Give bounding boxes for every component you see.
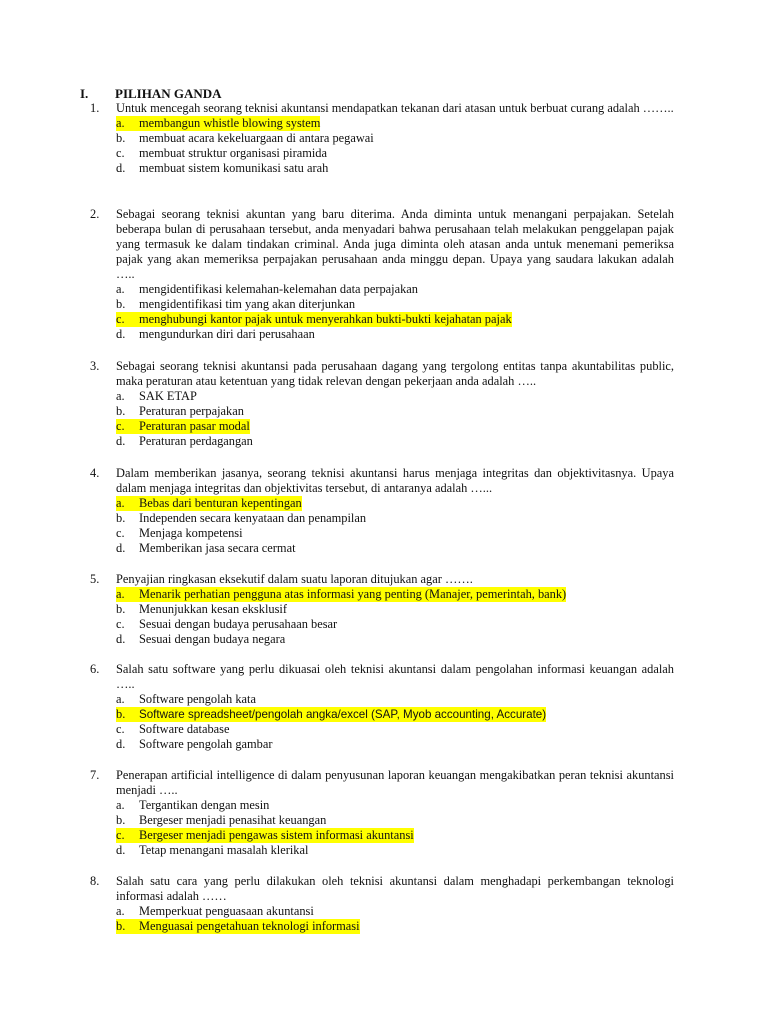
option-c[interactable] bbox=[90, 526, 674, 541]
answer-options bbox=[90, 116, 674, 176]
option-letter: d. bbox=[116, 632, 126, 646]
option-letter: a. bbox=[116, 282, 125, 296]
option-text: mengidentifikasi kelemahan-kelemahan data perpajakan bbox=[139, 282, 419, 296]
option-letter: b. bbox=[116, 404, 126, 418]
option-text: Software pengolah kata bbox=[139, 692, 256, 706]
option-text: Tergantikan dengan mesin bbox=[139, 798, 270, 812]
option-letter: d. bbox=[116, 541, 126, 555]
option-a[interactable] bbox=[90, 692, 674, 707]
option-letter: c. bbox=[116, 722, 125, 736]
option-text: SAK ETAP bbox=[139, 389, 197, 403]
option-text: menghubungi kantor pajak untuk menyerahkan bukti-bukti kejahatan pajak bbox=[139, 312, 512, 326]
question-3 bbox=[90, 359, 674, 449]
option-b[interactable] bbox=[90, 602, 674, 617]
section-heading bbox=[80, 86, 222, 101]
highlighted-answer bbox=[116, 828, 414, 843]
question-number: 6. bbox=[90, 662, 100, 676]
option-text: Memperkuat penguasaan akuntansi bbox=[139, 904, 314, 918]
option-letter: a. bbox=[116, 798, 125, 812]
highlighted-answer bbox=[116, 707, 546, 722]
option-c[interactable] bbox=[90, 828, 674, 843]
option-letter: c. bbox=[116, 617, 125, 631]
option-c[interactable] bbox=[90, 722, 674, 737]
option-a[interactable] bbox=[90, 282, 674, 297]
option-text: Bergeser menjadi penasihat keuangan bbox=[139, 813, 327, 827]
question-8 bbox=[90, 874, 674, 934]
question-number: 7. bbox=[90, 768, 100, 782]
option-letter: a. bbox=[116, 389, 125, 403]
option-letter: c. bbox=[116, 828, 125, 842]
option-text: Bebas dari benturan kepentingan bbox=[139, 496, 302, 510]
question-text: Salah satu software yang perlu dikuasai oleh teknisi akuntansi dalam pengolahan informasi keuangan adalah ….. bbox=[116, 662, 674, 691]
option-letter: b. bbox=[116, 131, 126, 145]
question-text: Dalam memberikan jasanya, seorang teknisi akuntansi harus menjaga integritas dan objektivitasnya. Upaya dalam menjaga integritas dan objektivitas tersebut, di antaranya adalah …... bbox=[116, 466, 674, 495]
option-letter: a. bbox=[116, 904, 125, 918]
option-b[interactable] bbox=[90, 511, 674, 526]
highlighted-answer bbox=[116, 919, 360, 934]
highlighted-answer bbox=[116, 116, 320, 131]
option-b[interactable] bbox=[90, 297, 674, 312]
question-7 bbox=[90, 768, 674, 858]
question-text: Penerapan artificial intelligence di dalam penyusunan laporan keuangan mengakibatkan peran teknisi akuntansi menjadi ….. bbox=[116, 768, 674, 797]
option-c[interactable] bbox=[90, 146, 674, 161]
answer-options bbox=[90, 282, 674, 342]
option-d[interactable] bbox=[90, 843, 674, 858]
option-text: Menjaga kompetensi bbox=[139, 526, 243, 540]
option-b[interactable] bbox=[90, 404, 674, 419]
option-b[interactable] bbox=[90, 707, 674, 722]
question-4 bbox=[90, 466, 674, 556]
highlighted-answer bbox=[116, 312, 512, 327]
option-letter: a. bbox=[116, 116, 125, 130]
option-text: Tetap menangani masalah klerikal bbox=[139, 843, 309, 857]
option-text: Menarik perhatian pengguna atas informasi yang penting (Manajer, pemerintah, bank) bbox=[139, 587, 567, 601]
answer-options bbox=[90, 904, 674, 934]
question-number: 2. bbox=[90, 207, 100, 221]
option-text: Peraturan pasar modal bbox=[139, 419, 250, 433]
option-letter: d. bbox=[116, 161, 126, 175]
option-d[interactable] bbox=[90, 434, 674, 449]
option-text: Memberikan jasa secara cermat bbox=[139, 541, 296, 555]
option-c[interactable] bbox=[90, 312, 674, 327]
option-letter: d. bbox=[116, 327, 126, 341]
option-letter: c. bbox=[116, 146, 125, 160]
answer-options bbox=[90, 587, 674, 647]
question-number: 5. bbox=[90, 572, 100, 586]
option-text: membuat struktur organisasi piramida bbox=[139, 146, 328, 160]
option-text: Bergeser menjadi pengawas sistem informasi akuntansi bbox=[139, 828, 414, 842]
option-text: membangun whistle blowing system bbox=[139, 116, 321, 130]
option-text: Sesuai dengan budaya negara bbox=[139, 632, 286, 646]
option-text: Menunjukkan kesan eksklusif bbox=[139, 602, 287, 616]
option-b[interactable] bbox=[90, 919, 674, 934]
question-number: 1. bbox=[90, 101, 100, 115]
highlighted-answer bbox=[116, 496, 302, 511]
option-text: Software pengolah gambar bbox=[139, 737, 273, 751]
option-d[interactable] bbox=[90, 737, 674, 752]
option-letter: b. bbox=[116, 602, 126, 616]
answer-options bbox=[90, 798, 674, 858]
question-number: 8. bbox=[90, 874, 100, 888]
question-2 bbox=[90, 207, 674, 342]
option-a[interactable] bbox=[90, 389, 674, 404]
question-1 bbox=[90, 101, 674, 176]
option-letter: c. bbox=[116, 312, 125, 326]
option-text: mengundurkan diri dari perusahaan bbox=[139, 327, 315, 341]
question-6 bbox=[90, 662, 674, 752]
question-text: Sebagai seorang teknisi akuntan yang baru diterima. Anda diminta untuk menangani perpajakan. Setelah beberapa bulan di perusahaan tersebut, anda menyadari bahwa perusahaan telah melakukan penggelapan pajak yang termasuk ke dalam tindakan criminal. Anda juga diminta oleh atasan anda untuk menemani pemeriksa pajak yang akan memeriksa perpajakan perusahaan anda minggu depan. Upaya yang saudara lakukan adalah ….. bbox=[116, 207, 674, 281]
option-letter: b. bbox=[116, 707, 126, 721]
option-text: membuat acara kekeluargaan di antara pegawai bbox=[139, 131, 374, 145]
option-letter: c. bbox=[116, 419, 125, 433]
option-text: Peraturan perpajakan bbox=[139, 404, 244, 418]
option-d[interactable] bbox=[90, 327, 674, 342]
option-letter: d. bbox=[116, 843, 126, 857]
option-a[interactable] bbox=[90, 116, 674, 131]
option-b[interactable] bbox=[90, 131, 674, 146]
option-letter: b. bbox=[116, 511, 126, 525]
question-5 bbox=[90, 572, 674, 647]
highlighted-answer bbox=[116, 587, 566, 602]
answer-options bbox=[90, 389, 674, 449]
option-c[interactable] bbox=[90, 617, 674, 632]
question-text: Untuk mencegah seorang teknisi akuntansi mendapatkan tekanan dari atasan untuk berbuat curang adalah …….. bbox=[116, 101, 674, 115]
option-letter: b. bbox=[116, 297, 126, 311]
answer-options bbox=[90, 496, 674, 556]
option-text: Sesuai dengan budaya perusahaan besar bbox=[139, 617, 338, 631]
option-text: Peraturan perdagangan bbox=[139, 434, 253, 448]
option-text: Software spreadsheet/pengolah angka/excel (SAP, Myob accounting, Accurate) bbox=[139, 708, 547, 721]
option-a[interactable] bbox=[90, 904, 674, 919]
option-letter: a. bbox=[116, 692, 125, 706]
option-a[interactable] bbox=[90, 587, 674, 602]
option-letter: c. bbox=[116, 526, 125, 540]
option-d[interactable] bbox=[90, 541, 674, 556]
option-letter: d. bbox=[116, 434, 126, 448]
option-d[interactable] bbox=[90, 632, 674, 647]
question-text: Salah satu cara yang perlu dilakukan oleh teknisi akuntansi dalam menghadapi perkembangan teknologi informasi adalah …… bbox=[116, 874, 674, 903]
question-text: Penyajian ringkasan eksekutif dalam suatu laporan ditujukan agar ……. bbox=[116, 572, 473, 586]
option-letter: b. bbox=[116, 813, 126, 827]
option-text: Software database bbox=[139, 722, 230, 736]
option-a[interactable] bbox=[90, 798, 674, 813]
option-letter: a. bbox=[116, 587, 125, 601]
option-a[interactable] bbox=[90, 496, 674, 511]
highlighted-answer bbox=[116, 419, 250, 434]
question-number: 4. bbox=[90, 466, 100, 480]
option-d[interactable] bbox=[90, 161, 674, 176]
section-title: PILIHAN GANDA bbox=[115, 86, 222, 101]
option-letter: a. bbox=[116, 496, 125, 510]
option-c[interactable] bbox=[90, 419, 674, 434]
option-text: membuat sistem komunikasi satu arah bbox=[139, 161, 329, 175]
option-text: Menguasai pengetahuan teknologi informasi bbox=[139, 919, 360, 933]
question-number: 3. bbox=[90, 359, 100, 373]
answer-options bbox=[90, 692, 674, 752]
option-letter: b. bbox=[116, 919, 126, 933]
option-b[interactable] bbox=[90, 813, 674, 828]
option-text: mengidentifikasi tim yang akan diterjunkan bbox=[139, 297, 356, 311]
option-letter: d. bbox=[116, 737, 126, 751]
section-number: I. bbox=[80, 86, 89, 101]
option-text: Independen secara kenyataan dan penampilan bbox=[139, 511, 367, 525]
question-text: Sebagai seorang teknisi akuntansi pada perusahaan dagang yang tergolong entitas tanpa akuntabilitas public, maka peraturan atau ketentuan yang tidak relevan dengan pekerjaan anda adalah ….. bbox=[116, 359, 674, 388]
